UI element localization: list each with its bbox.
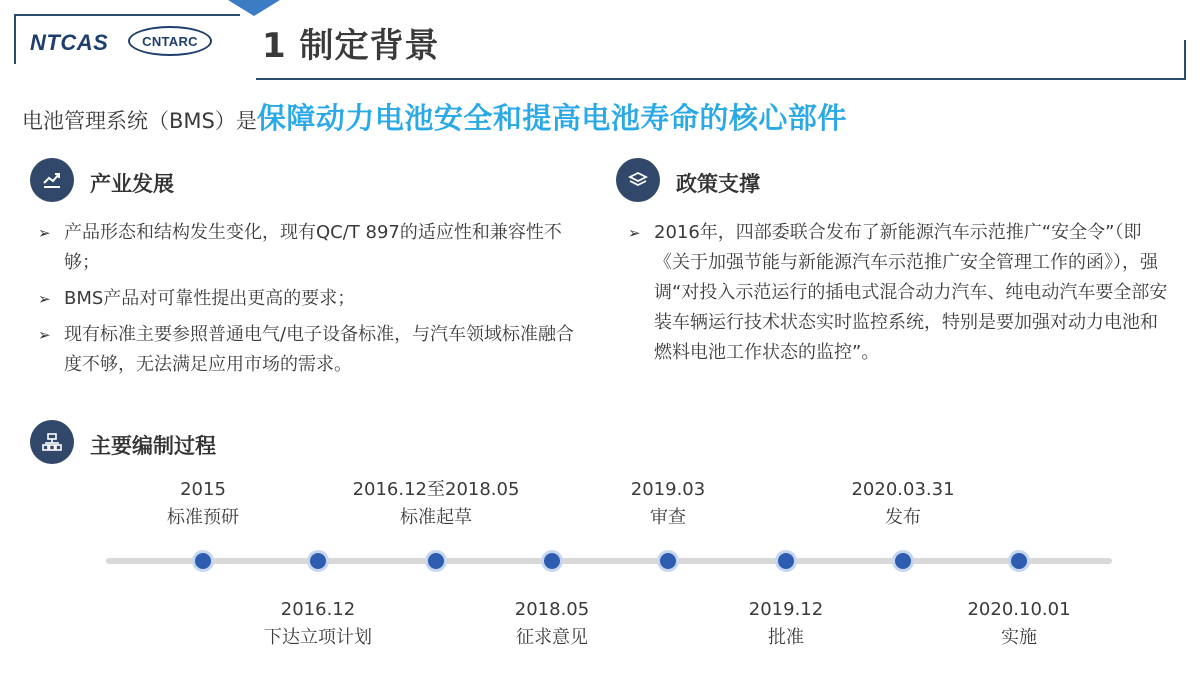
timeline-milestone: [113, 476, 293, 532]
title-divider-end: [1184, 40, 1186, 80]
arrow-bullet-icon: ➢: [38, 290, 51, 308]
policy-title: 政策支撑: [676, 172, 760, 196]
timeline-dot: [541, 550, 563, 572]
timeline-milestone: [813, 476, 993, 532]
industry-title: 产业发展: [90, 172, 174, 196]
arrow-bullet-icon: ➢: [38, 326, 51, 344]
timeline-dot: [425, 550, 447, 572]
timeline-dot: [192, 550, 214, 572]
timeline-dot: [892, 550, 914, 572]
cntarc-logo: CNTARC: [128, 26, 212, 56]
layers-icon: [616, 158, 660, 202]
list-item: ➢ 产品形态和结构发生变化，现有QC/T 897的适应性和兼容性不够；: [36, 218, 592, 278]
title-divider: [256, 78, 1186, 80]
ntcas-logo: NTCAS: [30, 30, 109, 55]
headline-prefix: 电池管理系统（BMS）是: [22, 109, 257, 133]
timeline-track: [106, 558, 1112, 564]
milestone-label: 标准起草: [400, 507, 472, 528]
timeline-dot: [1008, 550, 1030, 572]
milestone-date: 2019.12: [748, 599, 824, 620]
list-item: ➢ BMS产品对可靠性提出更高的要求；: [36, 284, 592, 314]
milestone-date: 2020.10.01: [967, 599, 1071, 620]
timeline-milestone: [462, 596, 642, 652]
timeline-milestone: [228, 596, 408, 652]
trend-chart-icon: [30, 158, 74, 202]
process-title: 主要编制过程: [90, 434, 216, 458]
timeline-milestone: [696, 596, 876, 652]
milestone-label: 审查: [650, 507, 686, 528]
timeline-milestone: [929, 596, 1109, 652]
timeline-milestone: [578, 476, 758, 532]
industry-bullets: [36, 218, 592, 386]
timeline-dot: [307, 550, 329, 572]
milestone-label: 实施: [1001, 627, 1037, 648]
timeline-dot: [775, 550, 797, 572]
hierarchy-icon: [30, 420, 74, 464]
arrow-bullet-icon: ➢: [38, 224, 51, 242]
list-item: ➢ 2016年，四部委联合发布了新能源汽车示范推广“安全令”（即《关于加强节能与新能源汽车示范推广安全管理工作的函》），强调“对投入示范运行的插电式混合动力汽车、纯电动汽车要全部安装车辆运行技术状态实时监控系统，特别是要加强对动力电池和燃料电池工作状态的监控”。: [626, 218, 1174, 368]
milestone-label: 批准: [768, 627, 804, 648]
milestone-date: 2016.12至2018.05: [352, 479, 520, 500]
arrow-bullet-icon: ➢: [628, 224, 641, 242]
headline: [22, 96, 847, 137]
page-title: 1 制定背景: [262, 26, 440, 66]
milestone-date: 2018.05: [514, 599, 590, 620]
timeline-milestone: [346, 476, 526, 532]
milestone-date: 2020.03.31: [851, 479, 955, 500]
timeline-dot: [657, 550, 679, 572]
policy-bullets: [626, 218, 1174, 374]
milestone-label: 发布: [885, 507, 921, 528]
milestone-date: 2015: [180, 479, 226, 500]
milestone-label: 征求意见: [516, 627, 588, 648]
header-accent-triangle: [228, 0, 280, 16]
milestone-date: 2019.03: [630, 479, 706, 500]
milestone-label: 标准预研: [167, 507, 239, 528]
headline-highlight: 保障动力电池安全和提高电池寿命的核心部件: [256, 101, 847, 135]
milestone-date: 2016.12: [280, 599, 356, 620]
list-item: ➢ 现有标准主要参照普通电气/电子设备标准，与汽车领域标准融合度不够，无法满足应用市场的需求。: [36, 320, 592, 380]
milestone-label: 下达立项计划: [264, 627, 372, 648]
